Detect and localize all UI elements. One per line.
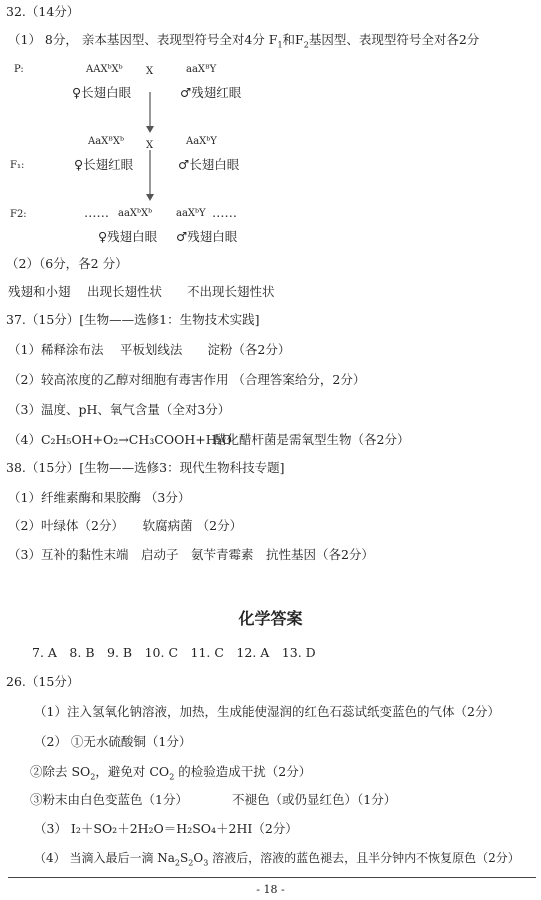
- q37-line3: （3）温度、pH、氧气含量（全对3分）: [8, 402, 231, 417]
- footer-rule: [8, 877, 536, 878]
- arrow-p-to-f1-head: [146, 126, 154, 133]
- q37-line4-text: 醋化醋杆菌是需氧型生物（各2分）: [214, 432, 410, 447]
- q32-part2-scoring: （2）（6分，各2 分）: [6, 256, 128, 271]
- q26-header: 26.（15分）: [6, 674, 80, 689]
- q32-part1-scoring: （1） 8分， 亲本基因型、表现型符号全对4分 $F_1$和$F_2$基因型、表现型符号全对各2分: [8, 32, 480, 50]
- arrow-f1-to-f2-head: [146, 194, 154, 201]
- q38-header: 38.（15分）[生物——选修3：现代生物科技专题]: [6, 460, 285, 475]
- cross-f1-female-phenotype: ♀长翅红眼: [74, 157, 134, 172]
- q32-header: 32.（14分）: [6, 4, 80, 19]
- q38-line2: （2）叶绿体（2分） 软腐病菌 （2分）: [8, 518, 243, 533]
- chemistry-answers-title: 化学答案: [238, 609, 303, 628]
- cross-p-male-phenotype: ♂残翅红眼: [180, 85, 242, 100]
- q26-line1: （1）注入氢氧化钠溶液，加热，生成能使湿润的红色石蕊试纸变蓝色的气体（2分）: [34, 704, 500, 719]
- cross-p-female-genotype: AAXᵇXᵇ: [86, 64, 123, 75]
- q37-line4-equation: （4）C₂H₅OH+O₂→CH₃COOH+H₂O: [8, 432, 232, 447]
- q26-line3: ②除去 $SO_2$，避免对 $CO_2$ 的检验造成干扰（2分）: [30, 764, 312, 782]
- chem-multiple-choice-answers: 7. A 8. B 9. B 10. C 11. C 12. A 13. D: [32, 645, 316, 660]
- cross-f1-label: F₁:: [10, 160, 25, 171]
- q26-line6: （4） 当滴入最后一滴 $Na_2S_2O_3$ 溶液后，溶液的蓝色褪去，且半分钟内不恢复原色（2分）: [34, 851, 520, 868]
- q26-line4a: ③粉末由白色变蓝色（1分）: [30, 792, 188, 807]
- cross-f2-dots: ……: [84, 205, 109, 220]
- q37-line2: （2）较高浓度的乙醇对细胞有毒害作用 （合理答案给分，2分）: [8, 372, 366, 387]
- cross-f2-dots-right: ……: [212, 205, 237, 220]
- cross-symbol-f1: X: [146, 140, 154, 151]
- q32-part2-answer: 残翅和小翅 出现长翅性状 不出现长翅性状: [8, 284, 275, 299]
- page-number: - 18 -: [256, 883, 285, 896]
- cross-f1-male-phenotype: ♂长翅白眼: [178, 157, 240, 172]
- q37-header: 37.（15分）[生物——选修1：生物技术实践]: [6, 312, 260, 327]
- q26-line5: （3） I₂＋SO₂＋2H₂O＝H₂SO₄＋2HI（2分）: [34, 821, 298, 836]
- q26-line4b: 不褪色（或仍显红色）（1分）: [232, 792, 397, 807]
- cross-f2-female-genotype: aaXᵇXᵇ: [118, 208, 153, 219]
- cross-f2-female-phenotype: ♀残翅白眼: [98, 229, 158, 244]
- cross-p-label: P:: [14, 64, 24, 75]
- q38-line1: （1）纤维素酶和果胶酶 （3分）: [8, 490, 191, 505]
- cross-f1-male-genotype: AaXᵇY: [186, 136, 217, 147]
- cross-f2-male-phenotype: ♂残翅白眼: [176, 229, 238, 244]
- cross-p-female-phenotype: ♀长翅白眼: [72, 85, 132, 100]
- q26-line2: （2） ①无水硫酸铜（1分）: [34, 734, 192, 749]
- cross-symbol-p: X: [146, 66, 154, 77]
- q38-line3: （3）互补的黏性末端 启动子 氨苄青霉素 抗性基因（各2分）: [8, 547, 374, 562]
- cross-p-male-genotype: aaXᴮY: [186, 64, 217, 75]
- q37-line1: （1）稀释涂布法 平板划线法 淀粉（各2分）: [8, 342, 291, 357]
- cross-f2-male-genotype: aaXᵇY: [176, 208, 206, 219]
- cross-f1-female-genotype: AaXᴮXᵇ: [88, 136, 125, 147]
- cross-f2-label: F2:: [10, 209, 27, 220]
